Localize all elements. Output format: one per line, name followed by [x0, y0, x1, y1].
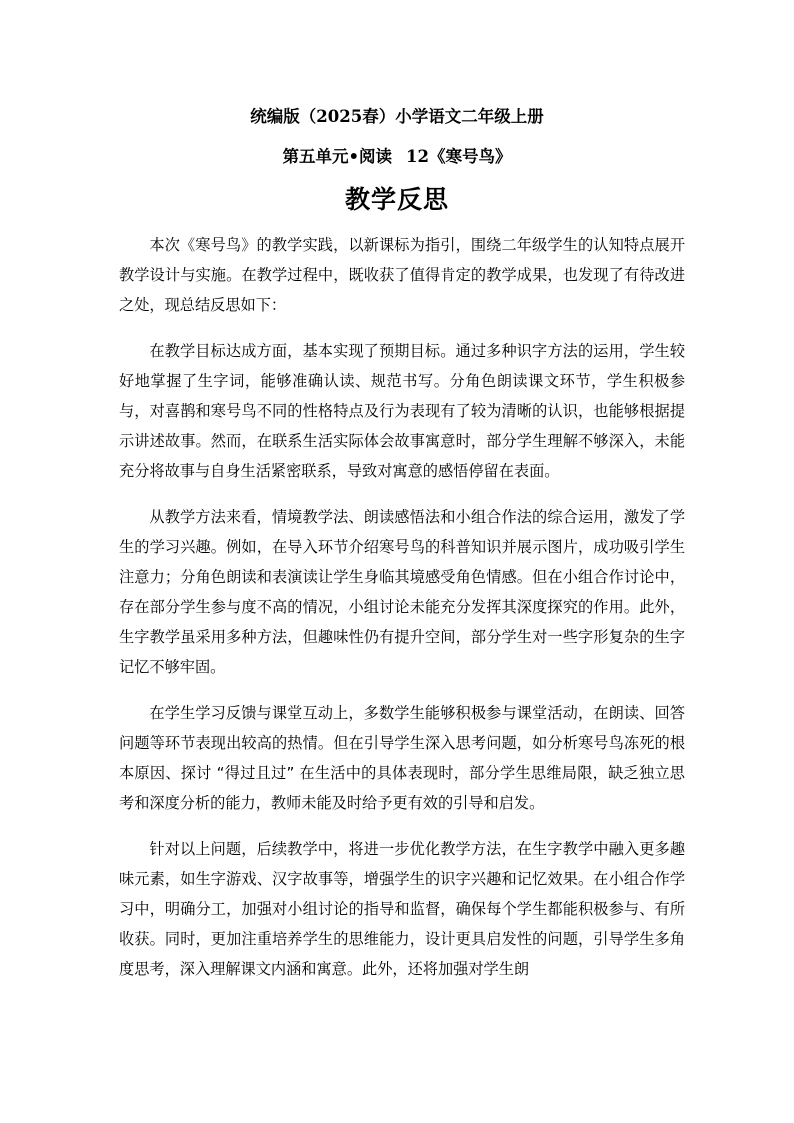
paragraph-methods: 从教学方法来看，情境教学法、朗读感悟法和小组合作法的综合运用，激发了学生的学习兴趣。例如，在导入环节介绍寒号鸟的科普知识并展示图片，成功吸引学生注意力；分角色朗读和表演读让学生身临其境感受角色情感。但在小组合作讨论中，存在部分学生参与度不高的情况，小组讨论未能充分发挥其深度探究的作用。此外，生字教学虽采用多种方法，但趣味性仍有提升空间，部分学生对一些字形复杂的生字记忆不够牢固。 [119, 508, 685, 676]
unit-lesson-heading [0, 145, 794, 169]
paragraph-improvements: 针对以上问题，后续教学中，将进一步优化教学方法，在生字教学中融入更多趣味元素，如生字游戏、汉字故事等，增强学生的识字兴趣和记忆效果。在小组合作学习中，明确分工，加强对小组讨论的指导和监督，确保每个学生都能积极参与、有所收获。同时，更加注重培养学生的思维能力，设计更具启发性的问题，引导学生多角度思考，深入理解课文内涵和寓意。此外，还将加强对学生朗 [119, 840, 685, 978]
document-title: 统编版（2025春）小学语文二年级上册 [250, 107, 544, 126]
lesson-label: 12《寒号鸟》 [406, 147, 512, 166]
paragraph-intro: 本次《寒号鸟》的教学实践，以新课标为指引，围绕二年级学生的认知特点展开教学设计与实施。在教学过程中，既收获了值得肯定的教学成果，也发现了有待改进之处，现总结反思如下： [119, 236, 685, 314]
paragraph-goals: 在教学目标达成方面，基本实现了预期目标。通过多种识字方法的运用，学生较好地掌握了生字词，能够准确认读、规范书写。分角色朗读课文环节，学生积极参与，对喜鹊和寒号鸟不同的性格特点及行为表现有了较为清晰的认识，也能够根据提示讲述故事。然而，在联系生活实际体会故事寓意时，部分学生理解不够深入，未能充分将故事与自身生活紧密联系，导致对寓意的感悟停留在表面。 [119, 342, 685, 480]
body-text [119, 230, 685, 1000]
unit-label: 第五单元•阅读 [282, 147, 393, 166]
paragraph-feedback: 在学生学习反馈与课堂互动上，多数学生能够积极参与课堂活动，在朗读、回答问题等环节表现出较高的热情。但在引导学生深入思考问题，如分析寒号鸟冻死的根本原因、探讨 “得过且过” 在生活中的具体表现时，部分学生思维局限，缺乏独立思考和深度分析的能力，教师未能及时给予更有效的引导和启发。 [119, 704, 685, 812]
page-title: 教学反思 [344, 185, 449, 214]
